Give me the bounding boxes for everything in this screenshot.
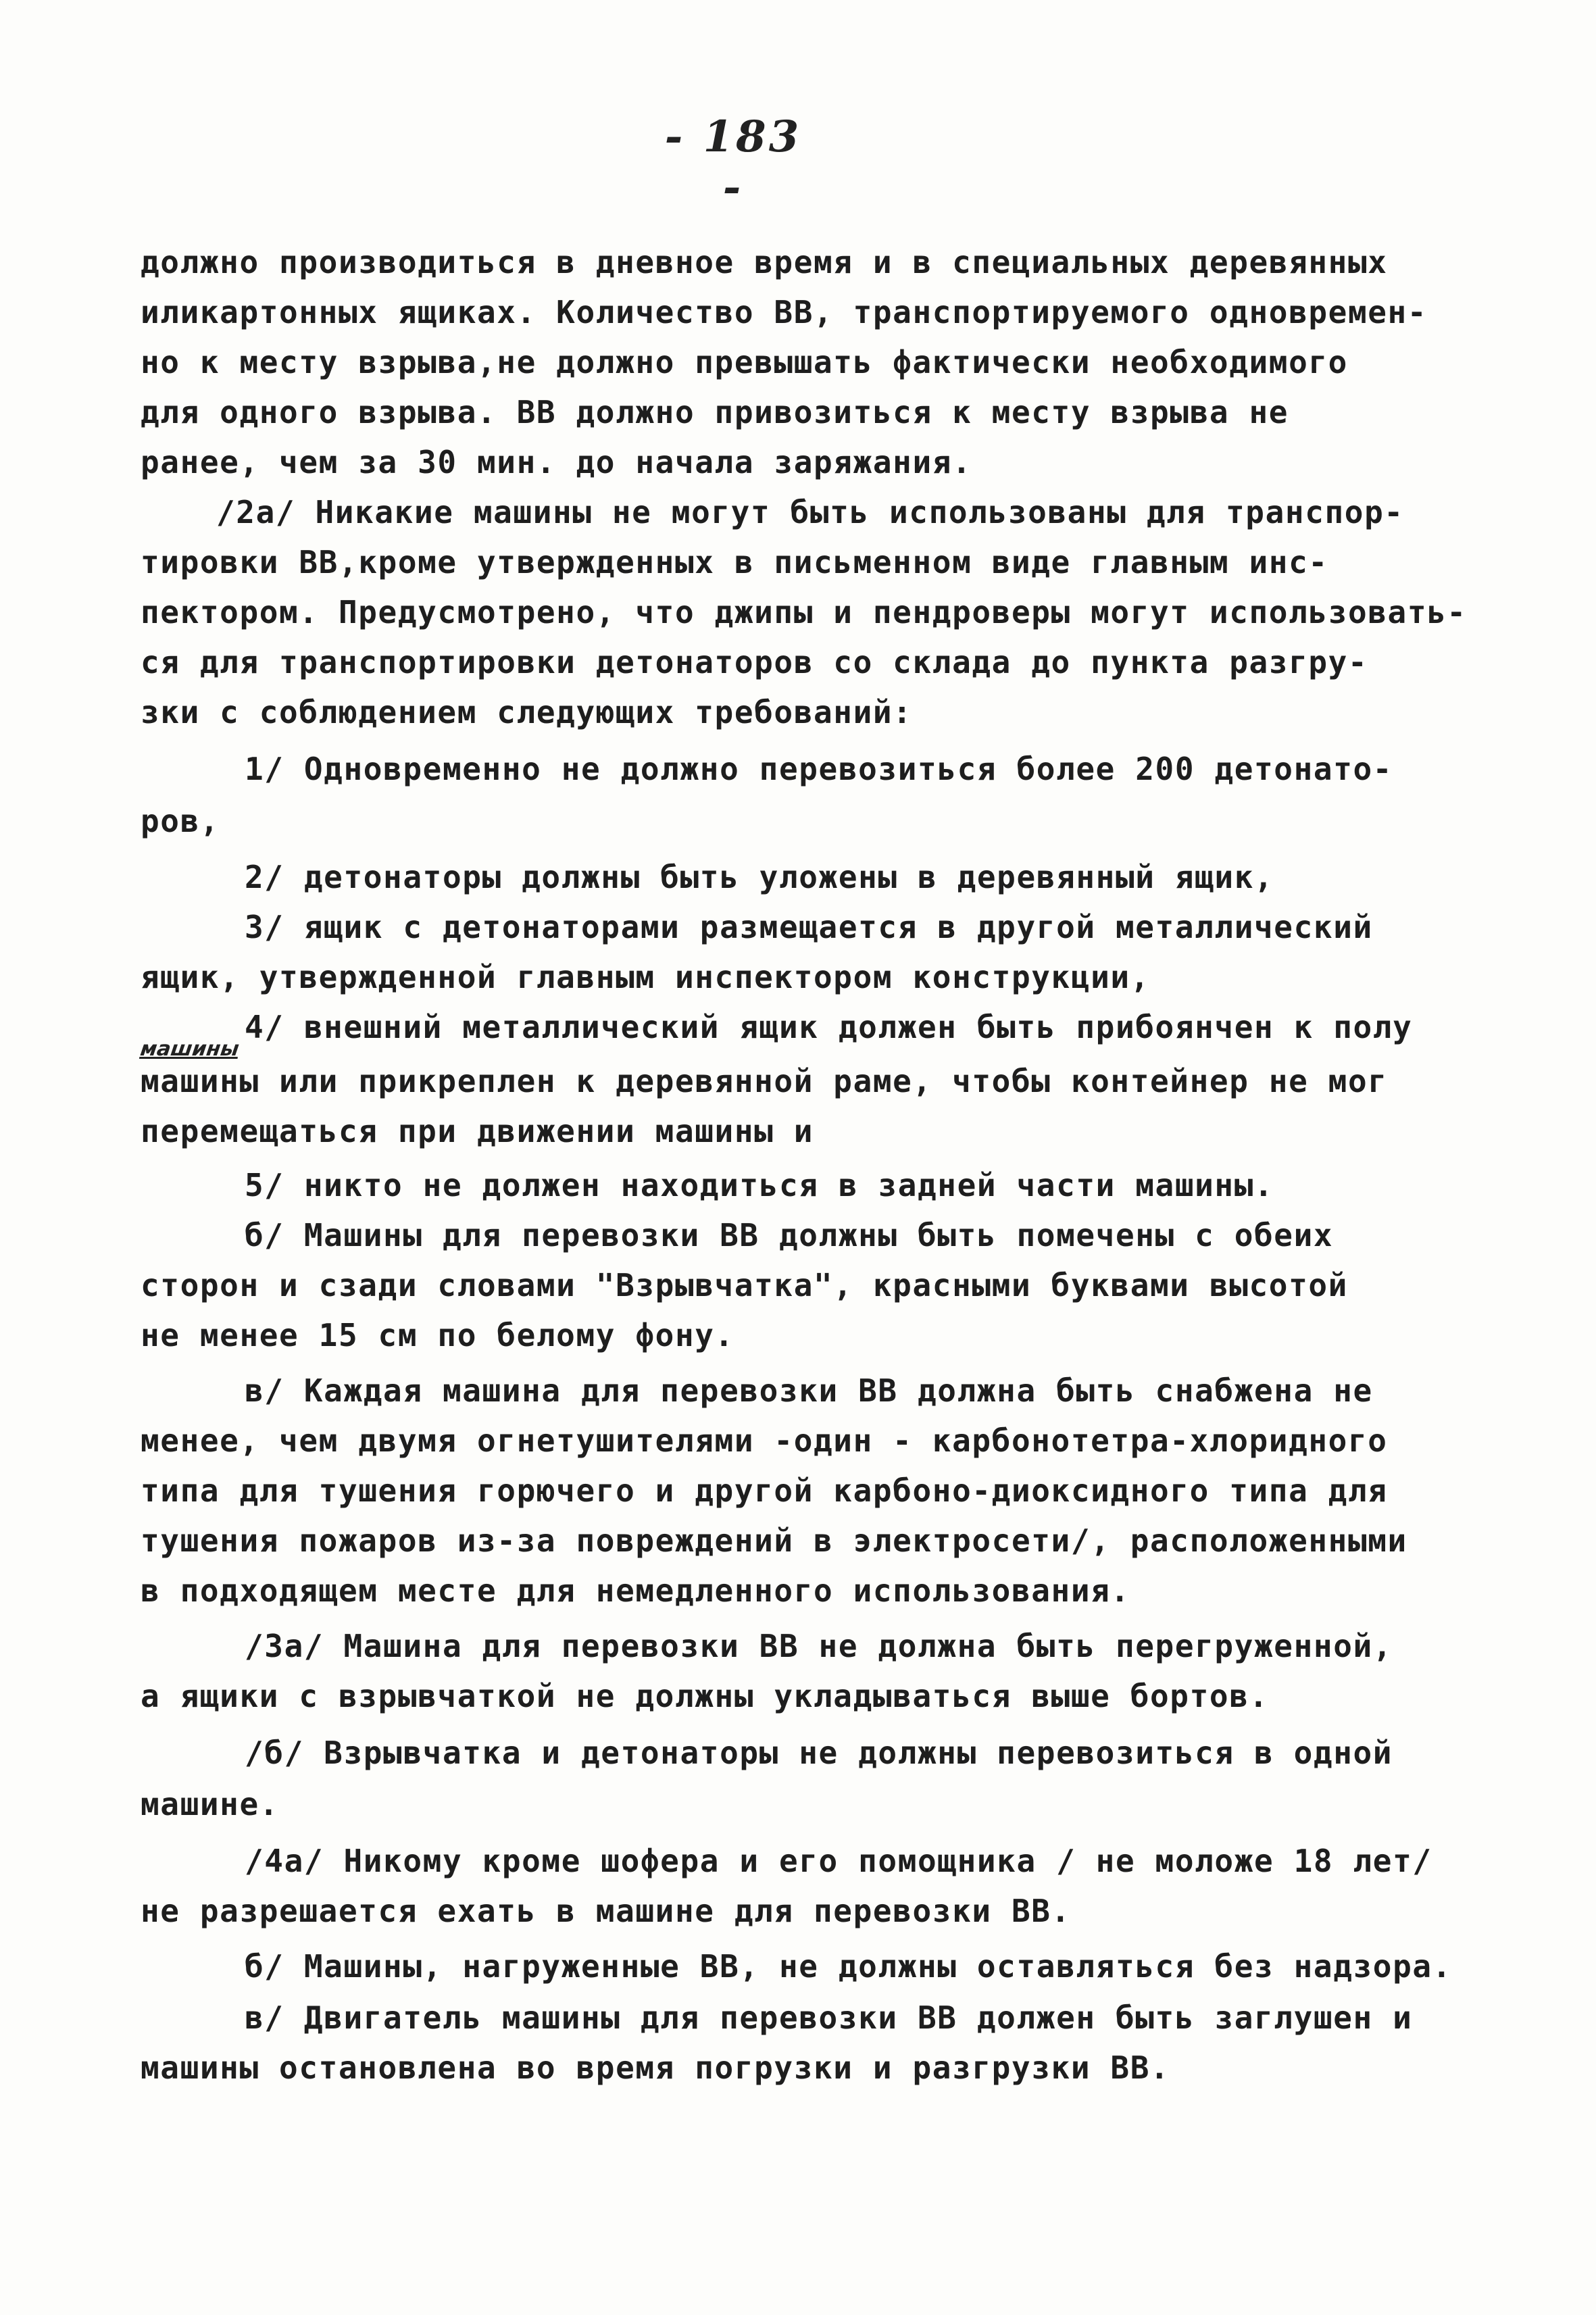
text-line: в подходящем месте для немедленного использования.	[141, 1572, 1130, 1609]
text-line: 1/ Одновременно не должно перевозиться более 200 детонато-	[245, 751, 1393, 787]
text-line: но к месту взрыва,не должно превышать фактически необходимого	[141, 344, 1348, 380]
text-line: /3а/ Машина для перевозки ВВ не должна быть перегруженной,	[245, 1628, 1393, 1664]
text-line: пектором. Предусмотрено, что джипы и пендроверы могут использовать-	[141, 594, 1467, 630]
text-line: тушения пожаров из-за повреждений в электросети/, расположенными	[141, 1522, 1407, 1559]
text-line: зки с соблюдением следующих требований:	[141, 694, 913, 730]
text-line: ров,	[141, 803, 220, 839]
text-line: менее, чем двумя огнетушителями -один - карбонотетра-хлоридного	[141, 1422, 1388, 1459]
text-line: в/ Двигатель машины для перевозки ВВ должен быть заглушен и	[245, 1999, 1413, 2036]
text-line: машины остановлена во время погрузки и разгрузки ВВ.	[141, 2049, 1170, 2086]
text-line: /2а/ Никакие машины не могут быть использованы для транспор-	[216, 494, 1404, 530]
text-line: 3/ ящик с детонаторами размещается в другой металлический	[245, 909, 1373, 945]
text-line: в/ Каждая машина для перевозки ВВ должна быть снабжена не	[245, 1372, 1373, 1409]
text-line: ся для транспортировки детонаторов со склада до пункта разгру-	[141, 644, 1368, 680]
text-line: перемещаться при движении машины и	[141, 1113, 814, 1149]
text-line: б/ Машины для перевозки ВВ должны быть помечены с обеих	[245, 1217, 1334, 1253]
text-line: должно производиться в дневное время и в специальных деревянных	[141, 244, 1388, 280]
text-line: не менее 15 см по белому фону.	[141, 1317, 734, 1353]
page-number: - 183 -	[664, 111, 802, 213]
text-line: иликартонных ящиках. Количество ВВ, транспортируемого одновремен-	[141, 294, 1428, 330]
text-line: /4а/ Никому кроме шофера и его помощника / не моложе 18 лет/	[245, 1843, 1432, 1879]
text-line: ранее, чем за 30 мин. до начала заряжания.	[141, 444, 972, 480]
text-line: 5/ никто не должен находиться в задней части машины.	[245, 1167, 1274, 1203]
text-line: машины или прикреплен к деревянной раме, чтобы контейнер не мог	[141, 1063, 1388, 1099]
text-line: не разрешается ехать в машине для перевозки ВВ.	[141, 1893, 1071, 1929]
text-line: б/ Машины, нагруженные ВВ, не должны оставляться без надзора.	[245, 1948, 1452, 1985]
text-line: типа для тушения горючего и другой карбоно-диоксидного типа для	[141, 1472, 1388, 1509]
text-line: сторон и сзади словами "Взрывчатка", красными буквами высотой	[141, 1267, 1348, 1303]
handwritten-correction: машины	[139, 1037, 241, 1061]
text-line: 2/ детонаторы должны быть уложены в деревянный ящик,	[245, 859, 1274, 895]
text-line: для одного взрыва. ВВ должно привозиться к месту взрыва не	[141, 394, 1289, 430]
text-line: /б/ Взрывчатка и детонаторы не должны перевозиться в одной	[245, 1735, 1393, 1771]
text-line: а ящики с взрывчаткой не должны укладываться выше бортов.	[141, 1678, 1269, 1714]
text-line: 4/ внешний металлический ящик должен быть прибоянчен к полу	[245, 1009, 1413, 1045]
text-line: машине.	[141, 1786, 280, 1822]
text-line: ящик, утвержденной главным инспектором конструкции,	[141, 959, 1151, 995]
text-line: тировки ВВ,кроме утвержденных в письменном виде главным инс-	[141, 544, 1328, 580]
